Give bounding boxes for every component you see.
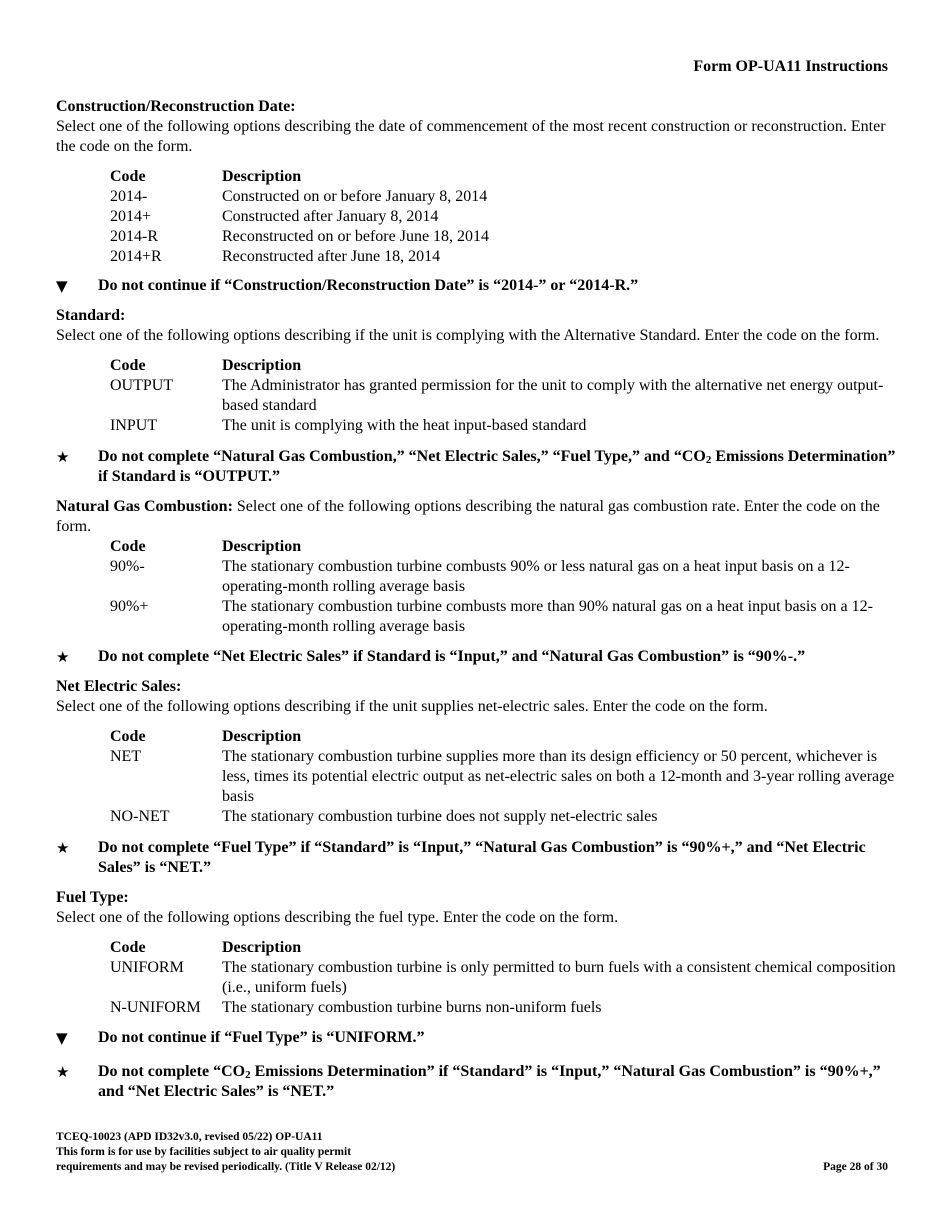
description-cell: The stationary combustion turbine combusts more than 90% natural gas on a heat input basis on a 12-operating-month rolling average basis — [222, 598, 873, 635]
code-header: Code — [110, 939, 146, 956]
fuel-type-code-table — [110, 938, 896, 1018]
natural-gas-code-table — [110, 537, 896, 637]
table-row — [110, 207, 896, 227]
note-text: Do not complete “Fuel Type” if “Standard” is “Input,” “Natural Gas Combustion” is “90%+,” and “Net Electric Sales” is “NET.” — [98, 839, 866, 876]
standard-code-table — [110, 356, 896, 436]
table-row — [110, 187, 896, 207]
code-header: Code — [110, 728, 146, 745]
table-row — [110, 747, 896, 807]
note-fuel-type — [56, 838, 896, 878]
construction-code-table — [110, 167, 896, 267]
table-row — [110, 958, 896, 998]
document-body — [56, 97, 896, 1102]
down-triangle-icon: ▼ — [56, 1029, 68, 1047]
page-number: Page 28 of 30 — [823, 1161, 888, 1173]
description-cell: The stationary combustion turbine burns non-uniform fuels — [222, 999, 602, 1016]
standard-title: Standard: — [56, 307, 126, 324]
natural-gas-title: Natural Gas Combustion: — [56, 498, 233, 515]
natural-gas-section — [56, 497, 896, 637]
code-header: Code — [110, 168, 146, 185]
code-cell: N-UNIFORM — [110, 999, 201, 1016]
code-cell: NO-NET — [110, 808, 170, 825]
description-header: Description — [222, 728, 302, 745]
table-row — [110, 597, 896, 637]
star-icon: ★ — [56, 448, 70, 466]
code-header: Code — [110, 357, 146, 374]
note-do-not-continue-uniform — [56, 1028, 896, 1048]
code-cell: 90%+ — [110, 598, 149, 615]
net-electric-description: Select one of the following options describing if the unit supplies net-electric sales. Enter the code on the form. — [56, 698, 768, 715]
standard-description: Select one of the following options describing if the unit is complying with the Alternative Standard. Enter the code on the form. — [56, 327, 880, 344]
table-row — [110, 227, 896, 247]
subscript: 2 — [705, 454, 712, 466]
description-cell: The stationary combustion turbine supplies more than its design efficiency or 50 percent, whichever is less, times its potential electric output as net-electric sales on both a 12-month and 3-year rolling average basis — [222, 748, 895, 805]
description-header: Description — [222, 357, 302, 374]
fuel-type-title: Fuel Type: — [56, 889, 129, 906]
table-row — [110, 807, 896, 827]
construction-section — [56, 97, 896, 267]
note-text-b: Emissions Determination” if Standard is “OUTPUT.” — [98, 448, 896, 485]
table-row — [110, 247, 896, 267]
construction-description: Select one of the following options describing the date of commencement of the most recent construction or reconstruction. Enter the code on the form. — [56, 118, 886, 155]
net-electric-title: Net Electric Sales: — [56, 678, 182, 695]
star-icon: ★ — [56, 1063, 70, 1081]
code-cell: 2014+R — [110, 248, 162, 265]
code-cell: UNIFORM — [110, 959, 184, 976]
code-cell: 90%- — [110, 558, 145, 575]
description-header: Description — [222, 168, 302, 185]
code-cell: 2014- — [110, 188, 148, 205]
note-text: Do not continue if “Fuel Type” is “UNIFORM.” — [98, 1029, 425, 1046]
description-header: Description — [222, 939, 302, 956]
note-text: Do not complete “Net Electric Sales” if Standard is “Input,” and “Natural Gas Combustion” is “90%-.” — [98, 648, 806, 665]
subscript: 2 — [245, 1069, 251, 1081]
fuel-type-section — [56, 888, 896, 1018]
description-cell: Reconstructed after June 18, 2014 — [222, 248, 441, 265]
code-cell: NET — [110, 748, 142, 765]
natural-gas-paragraph — [56, 497, 896, 537]
description-header: Description — [222, 538, 302, 555]
net-electric-section — [56, 677, 896, 827]
note-text-a: Do not complete “CO — [98, 1063, 246, 1080]
table-row — [110, 998, 896, 1018]
footer — [56, 1130, 395, 1175]
description-cell: Constructed after January 8, 2014 — [222, 208, 439, 225]
note-net-electric-input — [56, 647, 896, 667]
code-cell: OUTPUT — [110, 377, 174, 394]
description-cell: The stationary combustion turbine combusts 90% or less natural gas on a heat input basis on a 12-operating-month rolling average basis — [222, 558, 850, 595]
star-icon: ★ — [56, 648, 70, 666]
fuel-type-description: Select one of the following options describing the fuel type. Enter the code on the form. — [56, 909, 619, 926]
note-do-not-continue-construction — [56, 276, 896, 296]
code-cell: 2014+ — [110, 208, 152, 225]
table-row — [110, 416, 896, 436]
footer-line-1: TCEQ-10023 (APD ID32v3.0, revised 05/22) OP-UA11 — [56, 1131, 323, 1143]
standard-section — [56, 306, 896, 436]
code-cell: 2014-R — [110, 228, 158, 245]
net-electric-code-table — [110, 727, 896, 827]
description-cell: The stationary combustion turbine does not supply net-electric sales — [222, 808, 658, 825]
note-standard-output — [56, 447, 896, 487]
note-text-b: Emissions Determination” if “Standard” is “Input,” “Natural Gas Combustion” is “90%+,” and “Net Electric Sales” is “NET.” — [98, 1063, 881, 1100]
description-cell: Reconstructed on or before June 18, 2014 — [222, 228, 490, 245]
star-icon: ★ — [56, 839, 70, 857]
table-row — [110, 376, 896, 416]
note-text-a: Do not complete “Natural Gas Combustion,” “Net Electric Sales,” “Fuel Type,” and “CO — [98, 448, 706, 465]
footer-line-2: This form is for use by facilities subject to air quality permit — [56, 1146, 352, 1158]
description-cell: The unit is complying with the heat input-based standard — [222, 417, 587, 434]
natural-gas-description: Select one of the following options describing the natural gas combustion rate. Enter the code on the form. — [56, 498, 880, 535]
note-text: Do not continue if “Construction/Reconstruction Date” is “2014-” or “2014-R.” — [98, 277, 639, 294]
footer-line-3: requirements and may be revised periodically. (Title V Release 02/12) — [56, 1161, 396, 1173]
description-cell: The stationary combustion turbine is only permitted to burn fuels with a consistent chemical composition (i.e., uniform fuels) — [222, 959, 896, 996]
code-cell: INPUT — [110, 417, 158, 434]
note-co2-emissions — [56, 1062, 896, 1102]
form-title: Form OP-UA11 Instructions — [693, 58, 888, 75]
table-row — [110, 557, 896, 597]
code-header: Code — [110, 538, 146, 555]
description-cell: Constructed on or before January 8, 2014 — [222, 188, 488, 205]
construction-title: Construction/Reconstruction Date: — [56, 98, 296, 115]
description-cell: The Administrator has granted permission for the unit to comply with the alternative net energy output-based standard — [222, 377, 884, 414]
down-triangle-icon: ▼ — [56, 277, 68, 295]
